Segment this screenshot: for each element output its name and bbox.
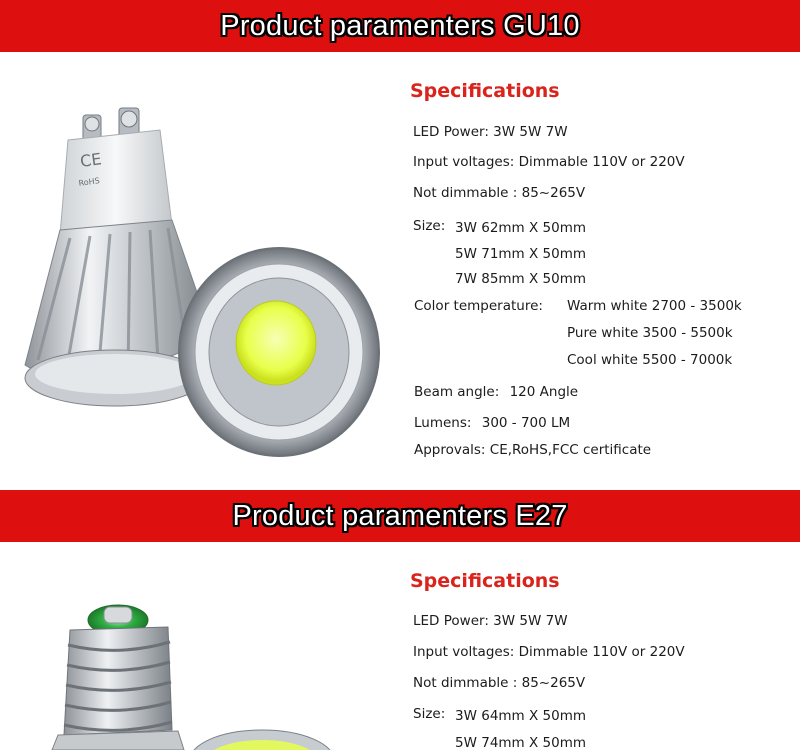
ce-logo: CE [78, 149, 103, 171]
e27-not-dimmable-row [413, 675, 585, 691]
gu10-cool-white: Cool white 5500 - 7000k [567, 352, 733, 368]
gu10-size-7w: 7W 85mm X 50mm [455, 271, 587, 287]
input-voltage-label: Input voltages: [413, 644, 515, 660]
input-voltage-value: Dimmable 110V or 220V [518, 644, 685, 660]
e27-led-power-row [413, 613, 568, 629]
gu10-input-voltage-row [413, 154, 685, 170]
not-dimmable-value: 85~265V [521, 675, 586, 691]
gu10-specifications-heading: Specifications [410, 80, 560, 102]
gu10-size-label: Size: [413, 218, 446, 234]
e27-size-5w: 5W 74mm X 50mm [455, 735, 587, 750]
e27-spotlight-illustration [0, 545, 400, 750]
gu10-pure-white: Pure white 3500 - 5500k [567, 325, 733, 341]
not-dimmable-label: Not dimmable : [413, 675, 518, 691]
gu10-section-banner [0, 0, 800, 52]
gu10-color-temp-label: Color temperature: [414, 298, 543, 314]
not-dimmable-value: 85~265V [521, 185, 586, 201]
gu10-size-5w: 5W 71mm X 50mm [455, 246, 587, 262]
gu10-banner-title: Product paramenters GU10 [220, 9, 580, 42]
e27-section-banner [0, 490, 800, 542]
e27-product-image [0, 545, 400, 750]
e27-input-voltage-row [413, 644, 685, 660]
e27-banner-title: Product paramenters E27 [232, 499, 568, 532]
lumens-value: 300 - 700 LM [481, 415, 571, 431]
gu10-lumens-row [414, 415, 570, 431]
rohs-logo: RoHS [78, 176, 101, 188]
e27-specifications-heading: Specifications [410, 570, 560, 592]
e27-size-3w: 3W 64mm X 50mm [455, 708, 587, 724]
gu10-size-3w: 3W 62mm X 50mm [455, 220, 587, 236]
beam-angle-label: Beam angle: [414, 384, 500, 400]
gu10-not-dimmable-row [413, 185, 585, 201]
gu10-spotlight-illustration [0, 60, 400, 485]
input-voltage-value: Dimmable 110V or 220V [518, 154, 685, 170]
beam-angle-value: 120 Angle [509, 384, 579, 400]
led-power-value: 3W 5W 7W [493, 124, 568, 140]
gu10-approvals-row [414, 442, 651, 458]
gu10-led-power-row [413, 124, 568, 140]
lumens-label: Lumens: [414, 415, 472, 431]
gu10-product-image [0, 60, 400, 485]
led-power-label: LED Power: [413, 613, 489, 629]
gu10-warm-white: Warm white 2700 - 3500k [567, 298, 742, 314]
approvals-label: Approvals: [414, 442, 486, 458]
e27-size-label: Size: [413, 706, 446, 722]
led-power-value: 3W 5W 7W [493, 613, 568, 629]
gu10-beam-angle-row [414, 384, 578, 400]
approvals-value: CE,RoHS,FCC certificate [489, 442, 652, 458]
led-power-label: LED Power: [413, 124, 489, 140]
input-voltage-label: Input voltages: [413, 154, 515, 170]
not-dimmable-label: Not dimmable : [413, 185, 518, 201]
